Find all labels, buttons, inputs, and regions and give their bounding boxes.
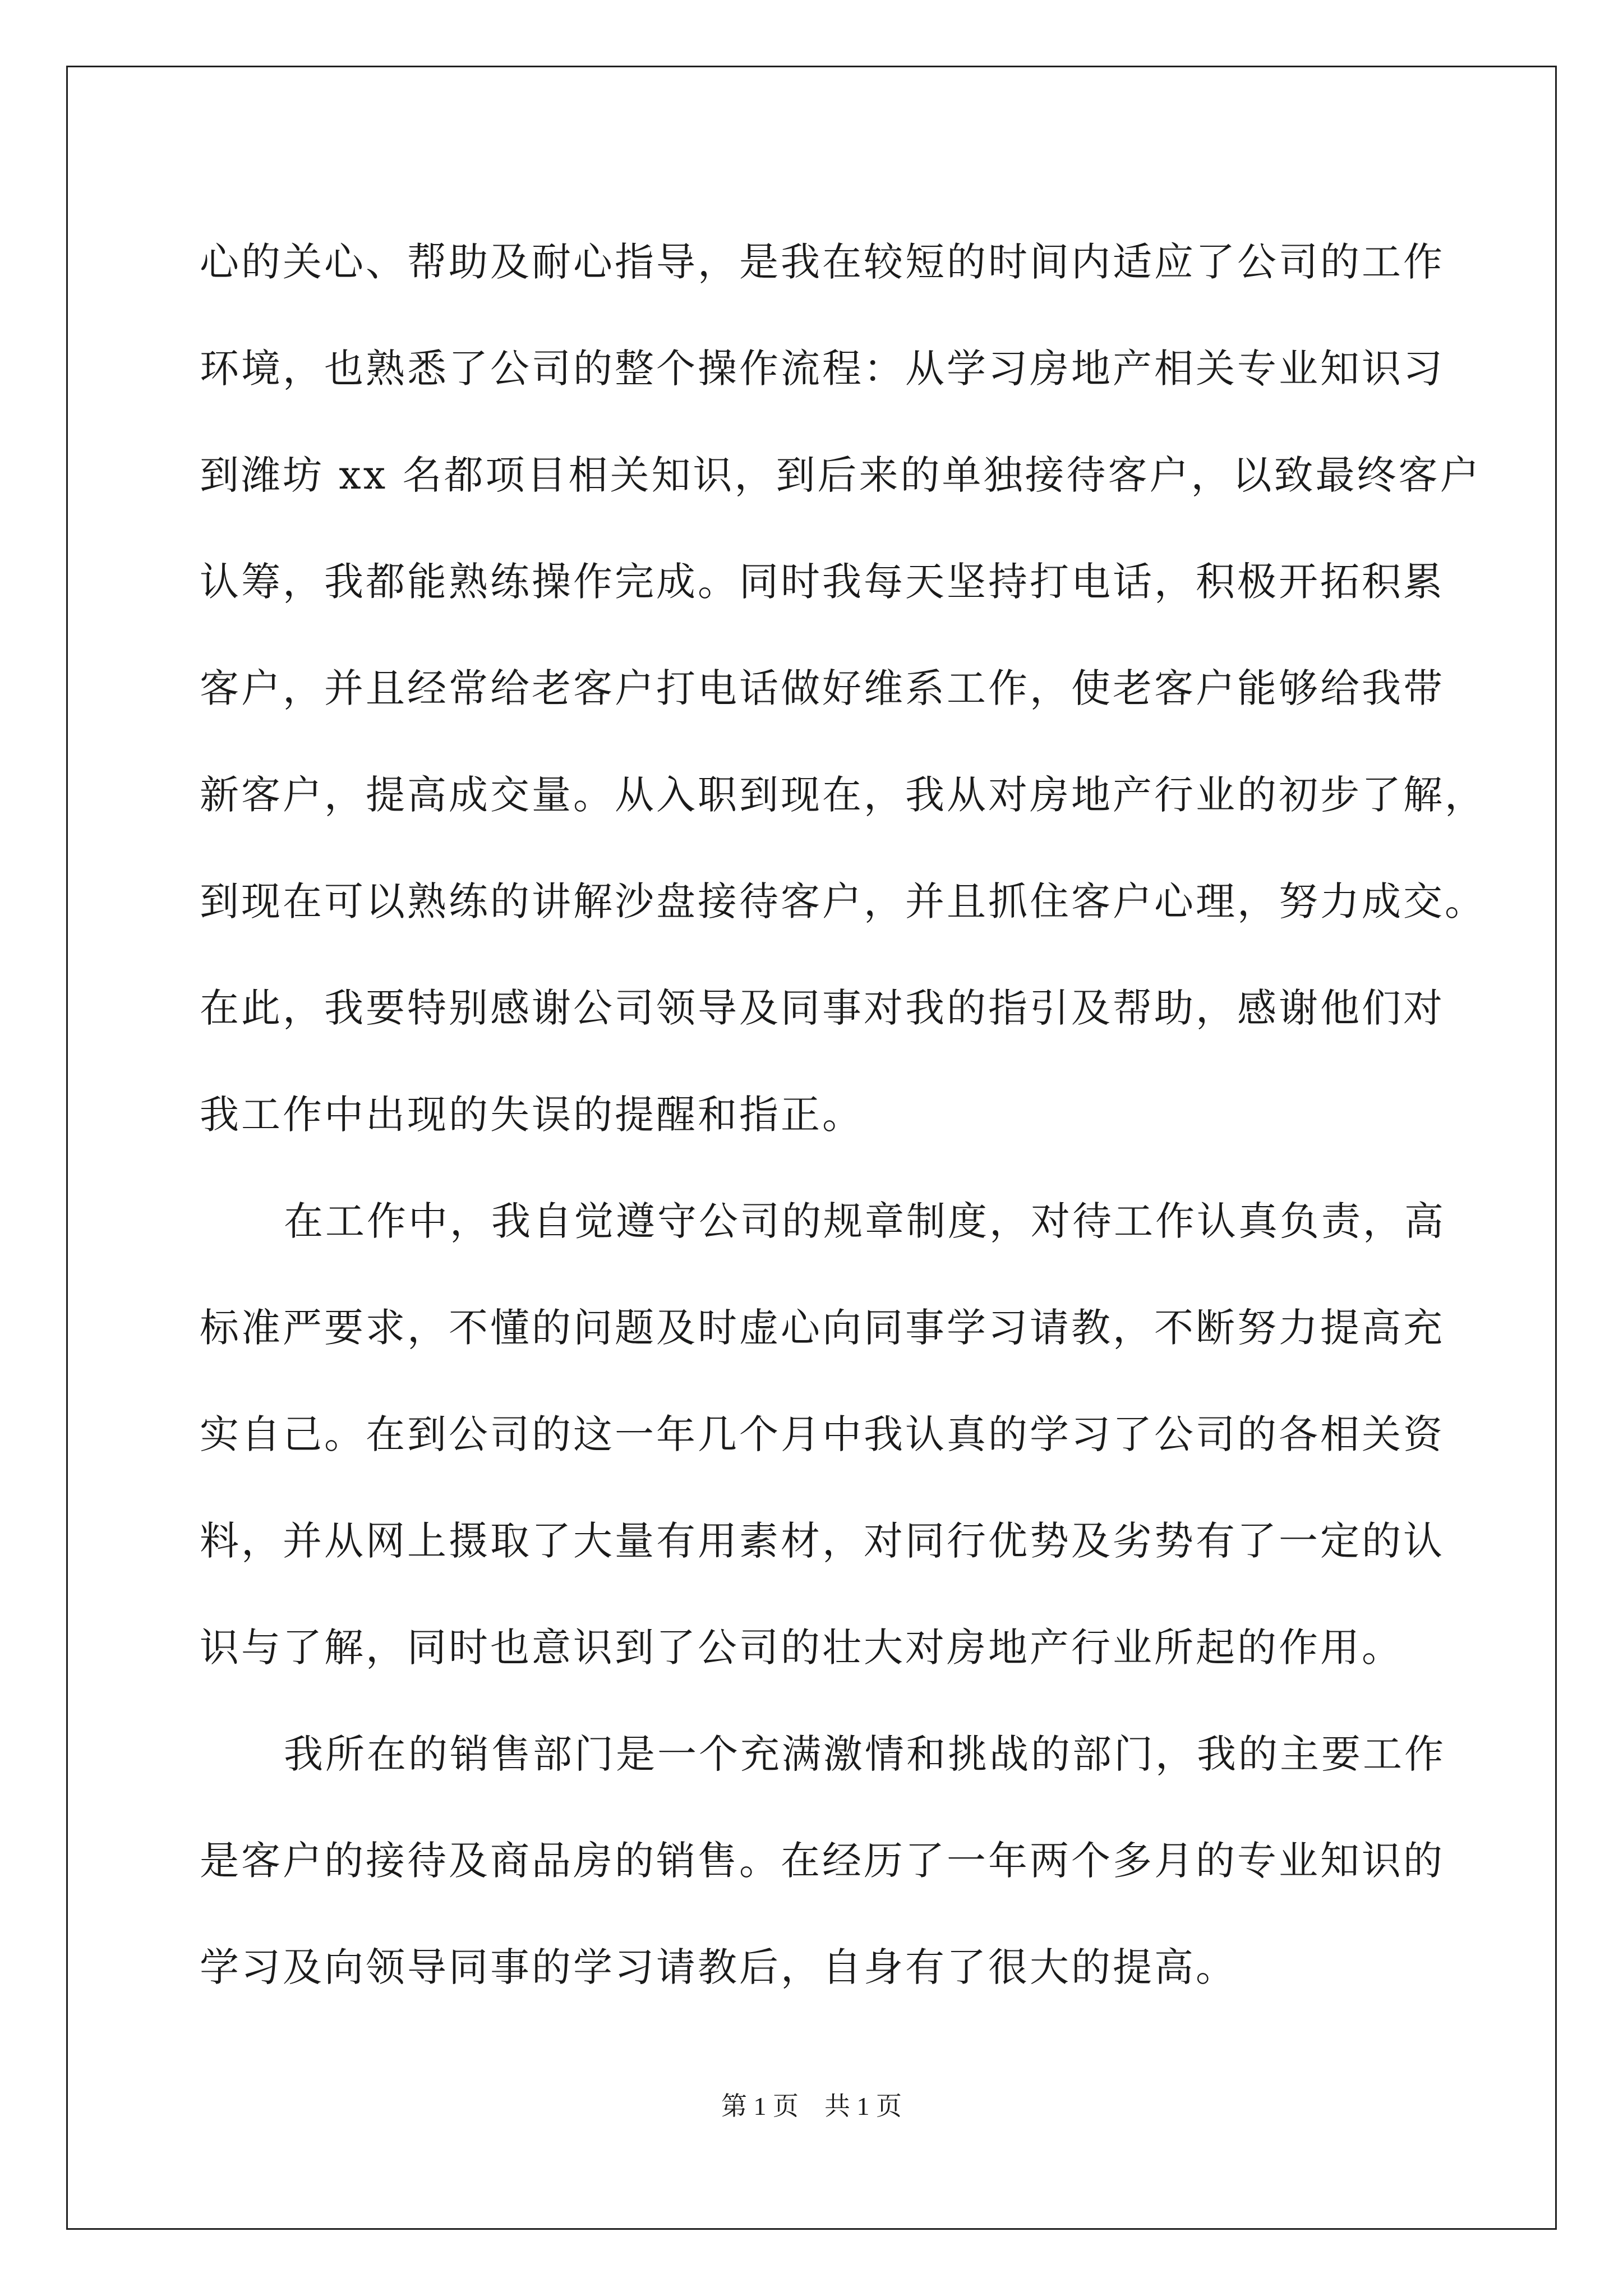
- text-line: 我工作中出现的失误的提醒和指正。: [200, 1092, 864, 1138]
- text-line: 心的关心、帮助及耐心指导，是我在较短的时间内适应了公司的工作: [200, 239, 1445, 285]
- text-line: 到潍坊 xx 名都项目相关知识，到后来的单独接待客户，以致最终客户: [200, 452, 1482, 498]
- text-line: 新客户，提高成交量。从入职到现在，我从对房地产行业的初步了解，: [200, 772, 1486, 818]
- text-line: 学习及向领导同事的学习请教后，自身有了很大的提高。: [200, 1944, 1237, 1990]
- text-line: 识与了解，同时也意识到了公司的壮大对房地产行业所起的作用。: [200, 1625, 1403, 1671]
- text-line: 认筹，我都能熟练操作完成。同时我每天坚持打电话，积极开拓积累: [200, 559, 1445, 605]
- text-line: 实自己。在到公司的这一年几个月中我认真的学习了公司的各相关资: [200, 1411, 1445, 1457]
- text-line: 客户，并且经常给老客户打电话做好维系工作，使老客户能够给我带: [200, 665, 1445, 711]
- text-line: 是客户的接待及商品房的销售。在经历了一年两个多月的专业知识的: [200, 1838, 1445, 1884]
- text-line: 我所在的销售部门是一个充满激情和挑战的部门，我的主要工作: [284, 1731, 1446, 1777]
- document-body: [200, 209, 1486, 2021]
- text-line: 料，并从网上摄取了大量有用素材，对同行优势及劣势有了一定的认: [200, 1518, 1445, 1564]
- text-line: 到现在可以熟练的讲解沙盘接待客户，并且抓住客户心理，努力成交。: [200, 878, 1486, 924]
- text-line: 环境，也熟悉了公司的整个操作流程：从学习房地产相关专业知识习: [200, 346, 1445, 392]
- page-footer: 第 1 页 共 1 页: [721, 2092, 902, 2120]
- text-line: 标准严要求，不懂的问题及时虚心向同事学习请教，不断努力提高充: [200, 1305, 1445, 1351]
- text-line: 在工作中，我自觉遵守公司的规章制度，对待工作认真负责，高: [284, 1198, 1446, 1244]
- text-line: 在此，我要特别感谢公司领导及同事对我的指引及帮助，感谢他们对: [200, 985, 1445, 1031]
